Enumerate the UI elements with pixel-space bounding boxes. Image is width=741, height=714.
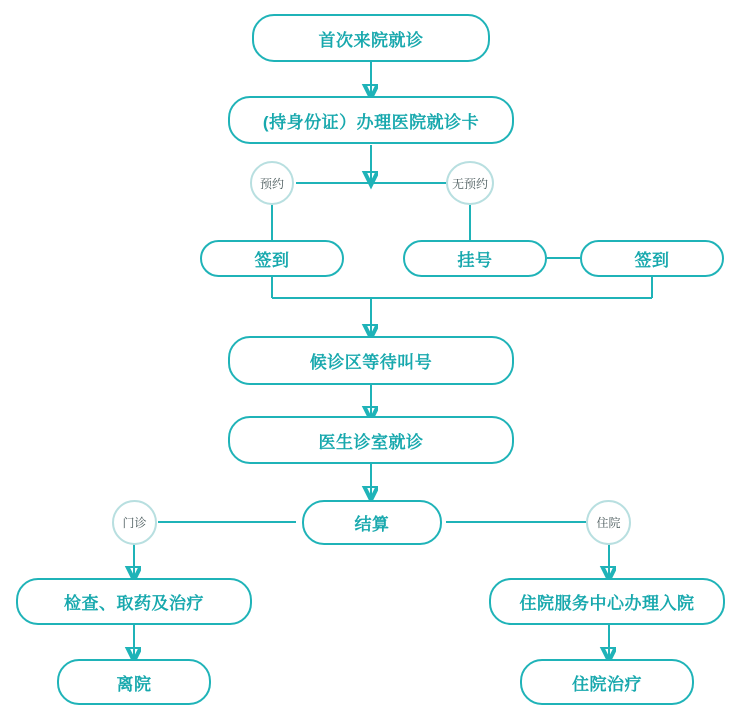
node-inpatient-service-center[interactable]: 住院服务中心办理入院 bbox=[489, 578, 725, 625]
node-doctor-consult[interactable]: 医生诊室就诊 bbox=[228, 416, 514, 464]
node-registration[interactable]: 挂号 bbox=[403, 240, 547, 277]
node-exam-medicine-treatment[interactable]: 检查、取药及治疗 bbox=[16, 578, 252, 625]
node-leave-hospital[interactable]: 离院 bbox=[57, 659, 211, 705]
node-inpatient-treatment[interactable]: 住院治疗 bbox=[520, 659, 694, 705]
node-settlement[interactable]: 结算 bbox=[302, 500, 442, 545]
node-register-card[interactable]: (持身份证）办理医院就诊卡 bbox=[228, 96, 514, 144]
node-waiting-area[interactable]: 候诊区等待叫号 bbox=[228, 336, 514, 385]
branch-label-outpatient: 门诊 bbox=[112, 500, 157, 545]
branch-label-no-appointment: 无预约 bbox=[446, 161, 494, 205]
branch-label-inpatient: 住院 bbox=[586, 500, 631, 545]
node-check-in-right[interactable]: 签到 bbox=[580, 240, 724, 277]
node-check-in-left[interactable]: 签到 bbox=[200, 240, 344, 277]
branch-label-appointment: 预约 bbox=[250, 161, 294, 205]
node-first-visit[interactable]: 首次来院就诊 bbox=[252, 14, 490, 62]
